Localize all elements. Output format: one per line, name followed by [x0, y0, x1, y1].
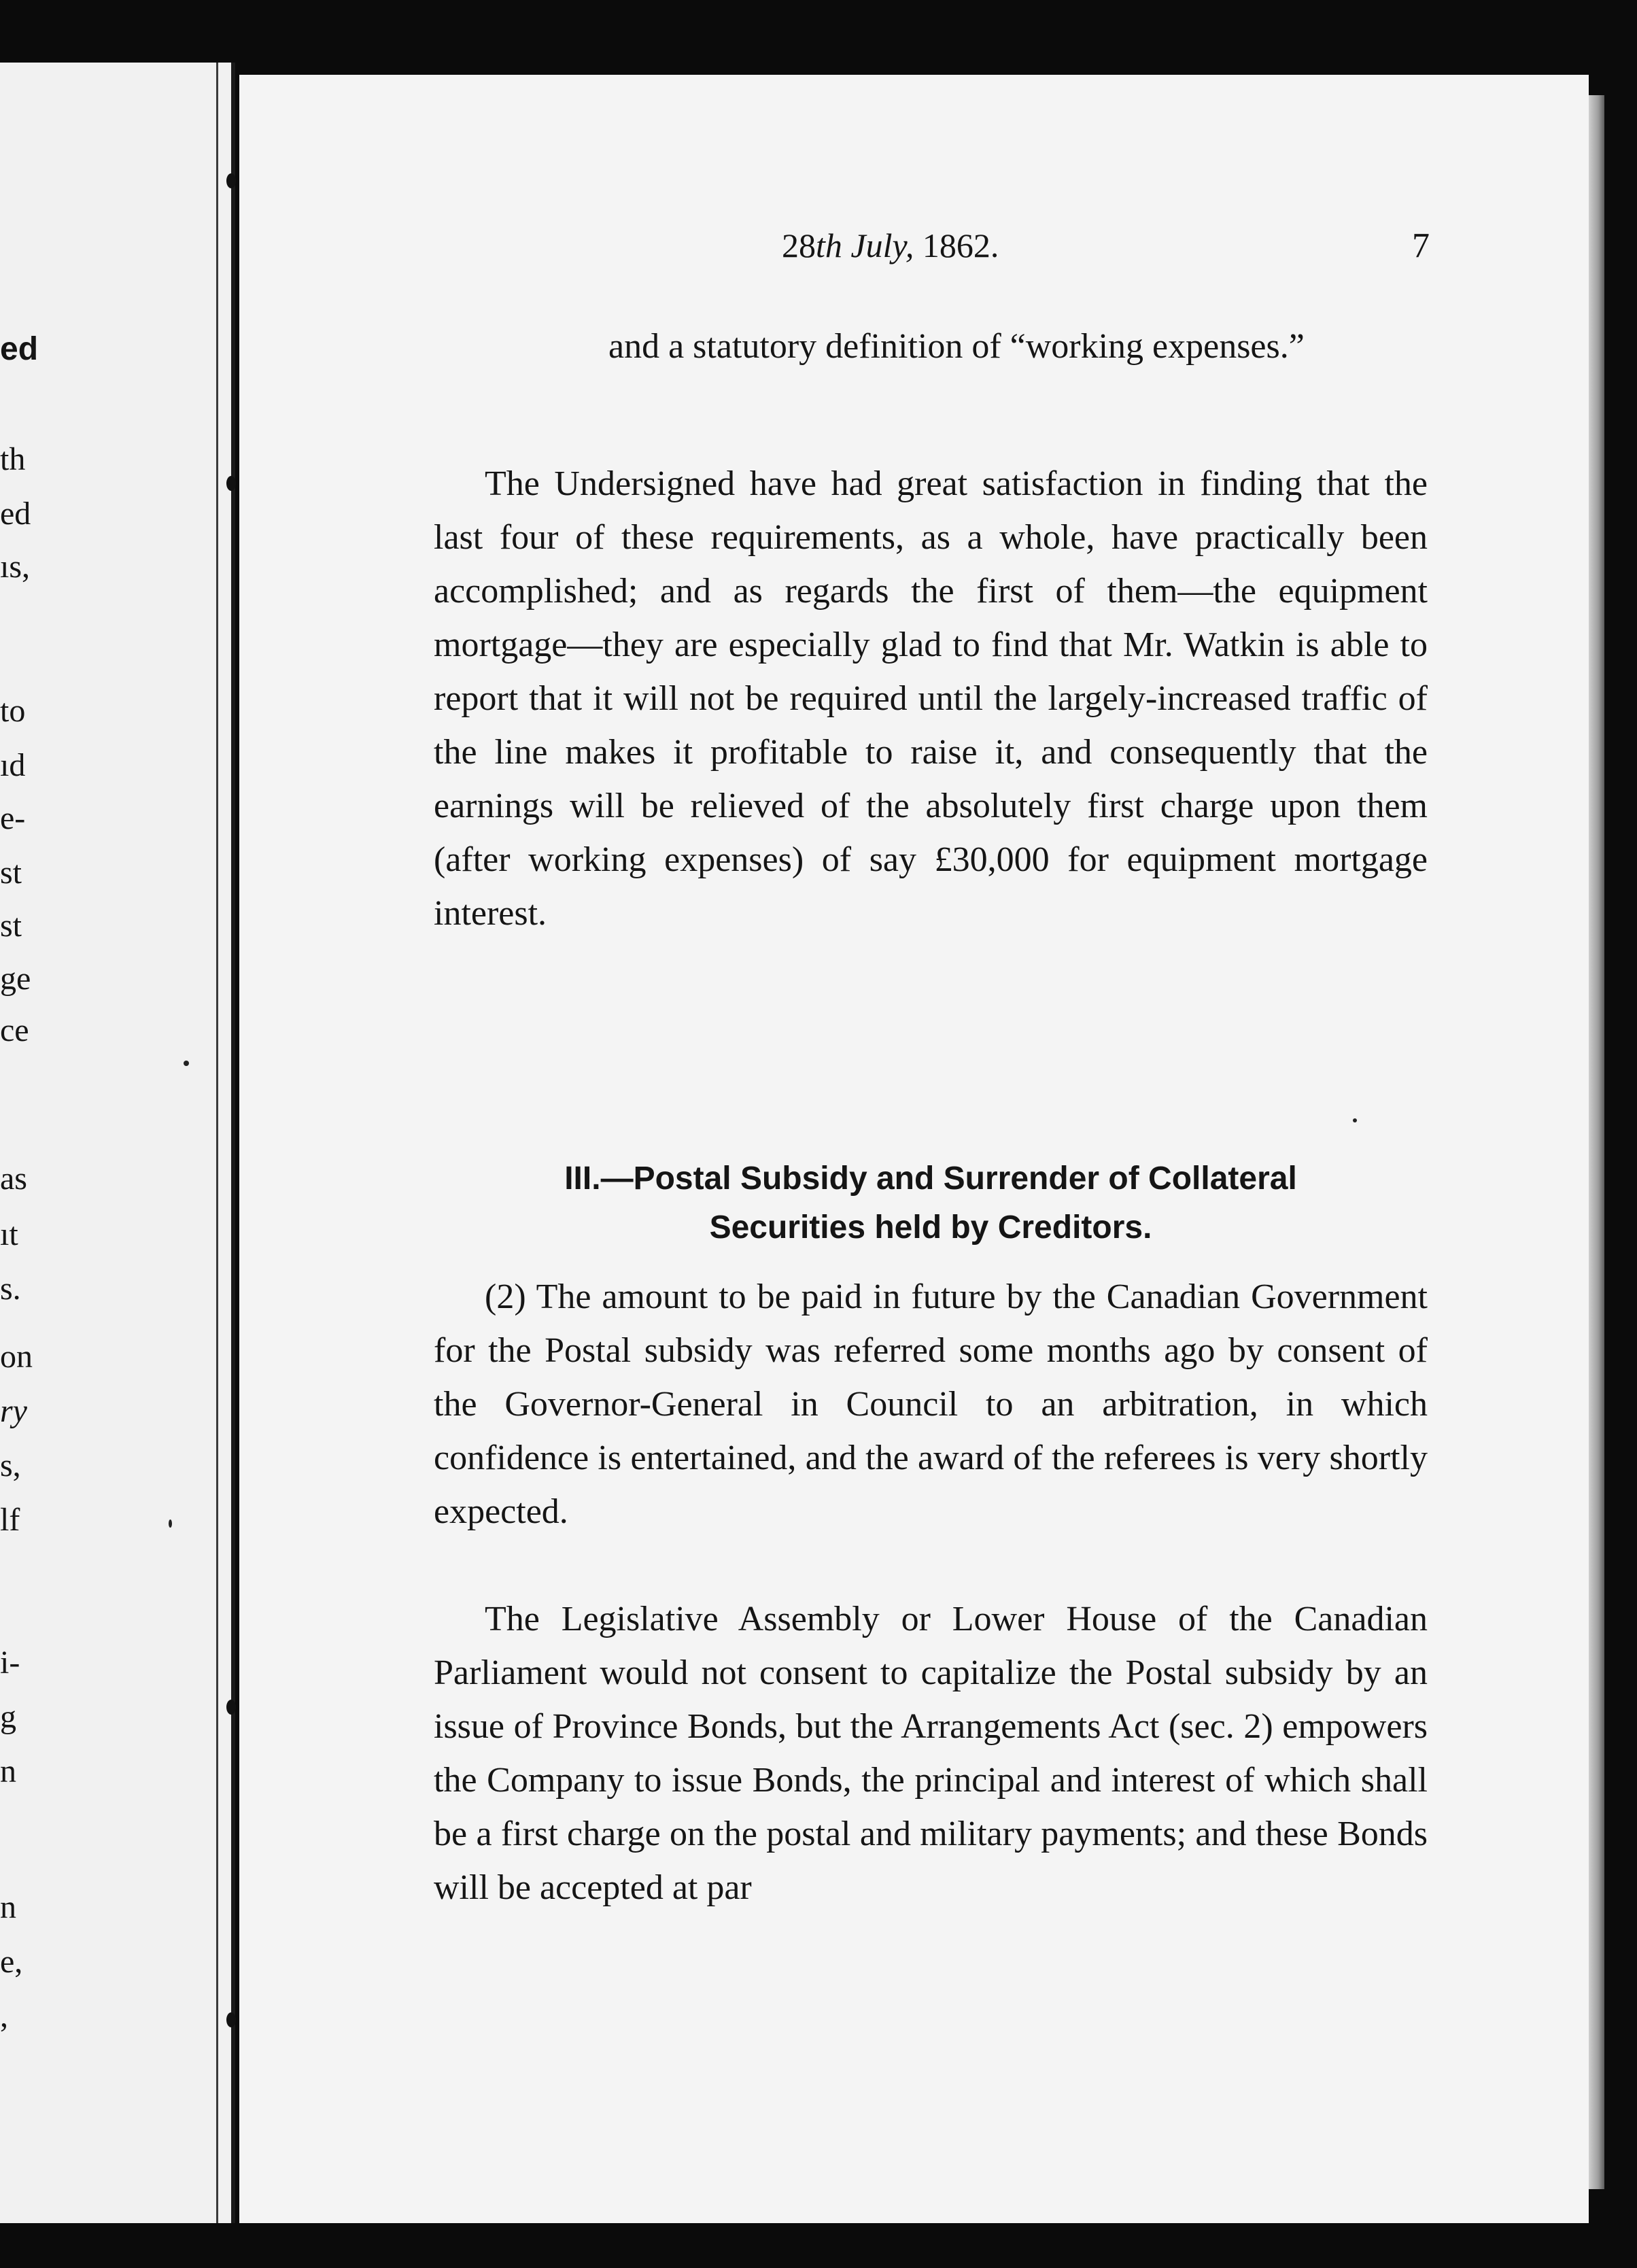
left-page-fragment: lf [0, 1502, 20, 1538]
left-page-fragment: th [0, 441, 26, 477]
left-page-fragment: s. [0, 1271, 21, 1307]
left-page-fragment: ıs, [0, 549, 31, 585]
left-page-fragment: st [0, 908, 22, 944]
page-number: 7 [1412, 226, 1430, 265]
binding-stitch-mark [226, 476, 236, 491]
left-page-fragment: e- [0, 800, 26, 836]
left-page-fragment: to [0, 693, 26, 729]
binding-stitch-mark [226, 173, 236, 188]
paragraph-undersigned: The Undersigned have had great satisfaction in finding that the last four of these requirements, as a whole, have practically been accomplished; and as regards the first of them—the equipment mortgage—they are especially glad to find that Mr. Watkin is able to report that it will not be required until the largely-increased traffic of the line makes it profitable to raise it, and consequently that the earnings will be relieved of the absolutely first charge upon them (after working expenses) of say £30,000 for equipment mortgage interest. [434, 464, 1428, 933]
running-head-day: 28 [782, 226, 816, 264]
paragraph-continuation: and a statutory definition of “working expenses.” [608, 327, 1305, 366]
binding-stitch-mark [226, 2012, 236, 2027]
left-page-fragment: ed [0, 331, 39, 367]
left-page-fragment: i- [0, 1645, 20, 1681]
left-page-fragment: st [0, 855, 22, 891]
left-page-fragment: ce [0, 1012, 29, 1048]
binding-stitch-mark [226, 1700, 236, 1715]
running-head-year: 1862. [922, 226, 999, 264]
left-facing-page [0, 63, 231, 2223]
page-edge-shadow [1589, 95, 1604, 2189]
left-page-fragment: ıt [0, 1216, 18, 1252]
running-head-month: th July, [816, 226, 914, 264]
left-page-fragment: n [0, 1753, 16, 1789]
left-page-fragment: ed [0, 496, 31, 532]
left-page-fragment: ıd [0, 747, 26, 783]
left-page-fragment: as [0, 1161, 27, 1197]
scan-speck [184, 1061, 189, 1066]
left-page-fragment: e, [0, 1944, 23, 1980]
left-page-fragment: ry [0, 1393, 27, 1429]
gutter-line [216, 63, 218, 2223]
left-page-fragment: g [0, 1699, 16, 1735]
left-page-fragment: , [0, 1998, 8, 2034]
section-heading-line-1: III.—Postal Subsidy and Surrender of Collateral [564, 1161, 1297, 1197]
section-heading-line-2: Securities held by Creditors. [709, 1209, 1152, 1245]
left-page-fragment: s, [0, 1447, 21, 1483]
scan-speck [1353, 1118, 1357, 1122]
running-head [782, 226, 999, 265]
left-page-fragment: n [0, 1889, 16, 1925]
scan-speck [169, 1519, 172, 1528]
paragraph-legislative-assembly: The Legislative Assembly or Lower House of the Canadian Parliament would not consent to capitalize the Postal subsidy by an issue of Province Bonds, but the Arrangements Act (sec. 2) empowers the Company to issue Bonds, the principal and interest of which shall be a first charge on the postal and military payments; and these Bonds will be accepted at par [434, 1600, 1428, 1907]
section-heading [434, 1154, 1428, 1252]
left-page-fragment: on [0, 1339, 33, 1375]
gutter-line [231, 63, 235, 2223]
left-page-fragment: ge [0, 961, 31, 997]
paragraph-postal-subsidy: (2) The amount to be paid in future by the Canadian Government for the Postal subsidy was referred some months ago by consent of the Governor-General in Council to an arbitration, in which confidence is entertained, and the award of the referees is very shortly expected. [434, 1277, 1428, 1531]
